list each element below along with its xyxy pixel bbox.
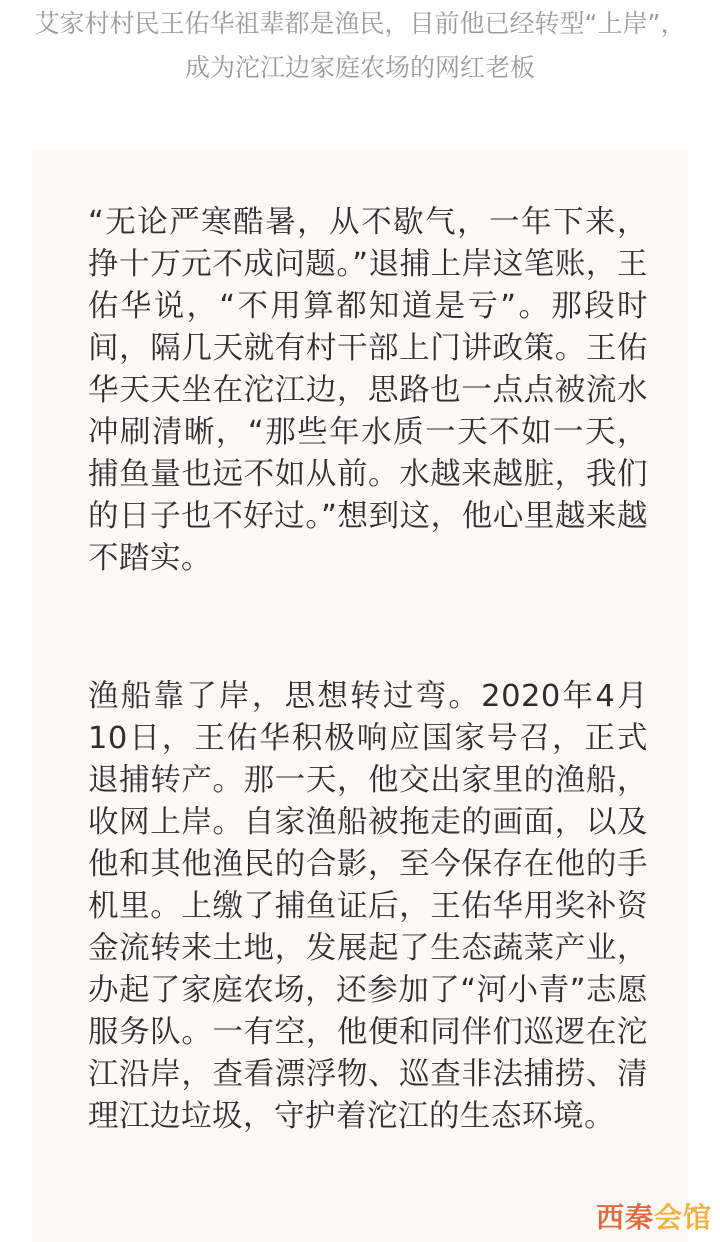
watermark-logo bbox=[596, 1196, 712, 1236]
image-caption: 艾家村村民王佑华祖辈都是渔民，目前他已经转型“上岸”，成为沱江边家庭农场的网红老板 bbox=[34, 9, 686, 82]
article-paragraph-2: 渔船靠了岸，思想转过弯。2020年4月10日，王佑华积极响应国家号召，正式退捕转产。那一天，他交出家里的渔船，收网上岸。自家渔船被拖走的画面，以及他和其他渔民的合影，至今保存在他的手机里。上缴了捕鱼证后，王佑华用奖补资金流转来土地，发展起了生态蔬菜产业，办起了家庭农场，还参加了“河小青”志愿服务队。一有空，他便和同伴们巡逻在沱江沿岸，查看漂浮物、巡查非法捕捞、清理江边垃圾，守护着沱江的生态环境。 bbox=[88, 679, 648, 1134]
watermark-part-2: 会馆 bbox=[653, 1201, 712, 1234]
article-paragraph-1: “无论严寒酷暑，从不歇气，一年下来，挣十万元不成问题。”退捕上岸这笔账，王佑华说，“不用算都知道是亏”。那段时间，隔几天就有村干部上门讲政策。王佑华天天坐在沱江边，思路也一点点被流水冲刷清晰，“那些年水质一天不如一天，捕鱼量也远不如从前。水越来越脏，我们的日子也不好过。”想到这，他心里越来越不踏实。 bbox=[88, 205, 648, 576]
watermark-part-1: 西秦 bbox=[595, 1201, 654, 1234]
article-card bbox=[32, 150, 688, 1242]
